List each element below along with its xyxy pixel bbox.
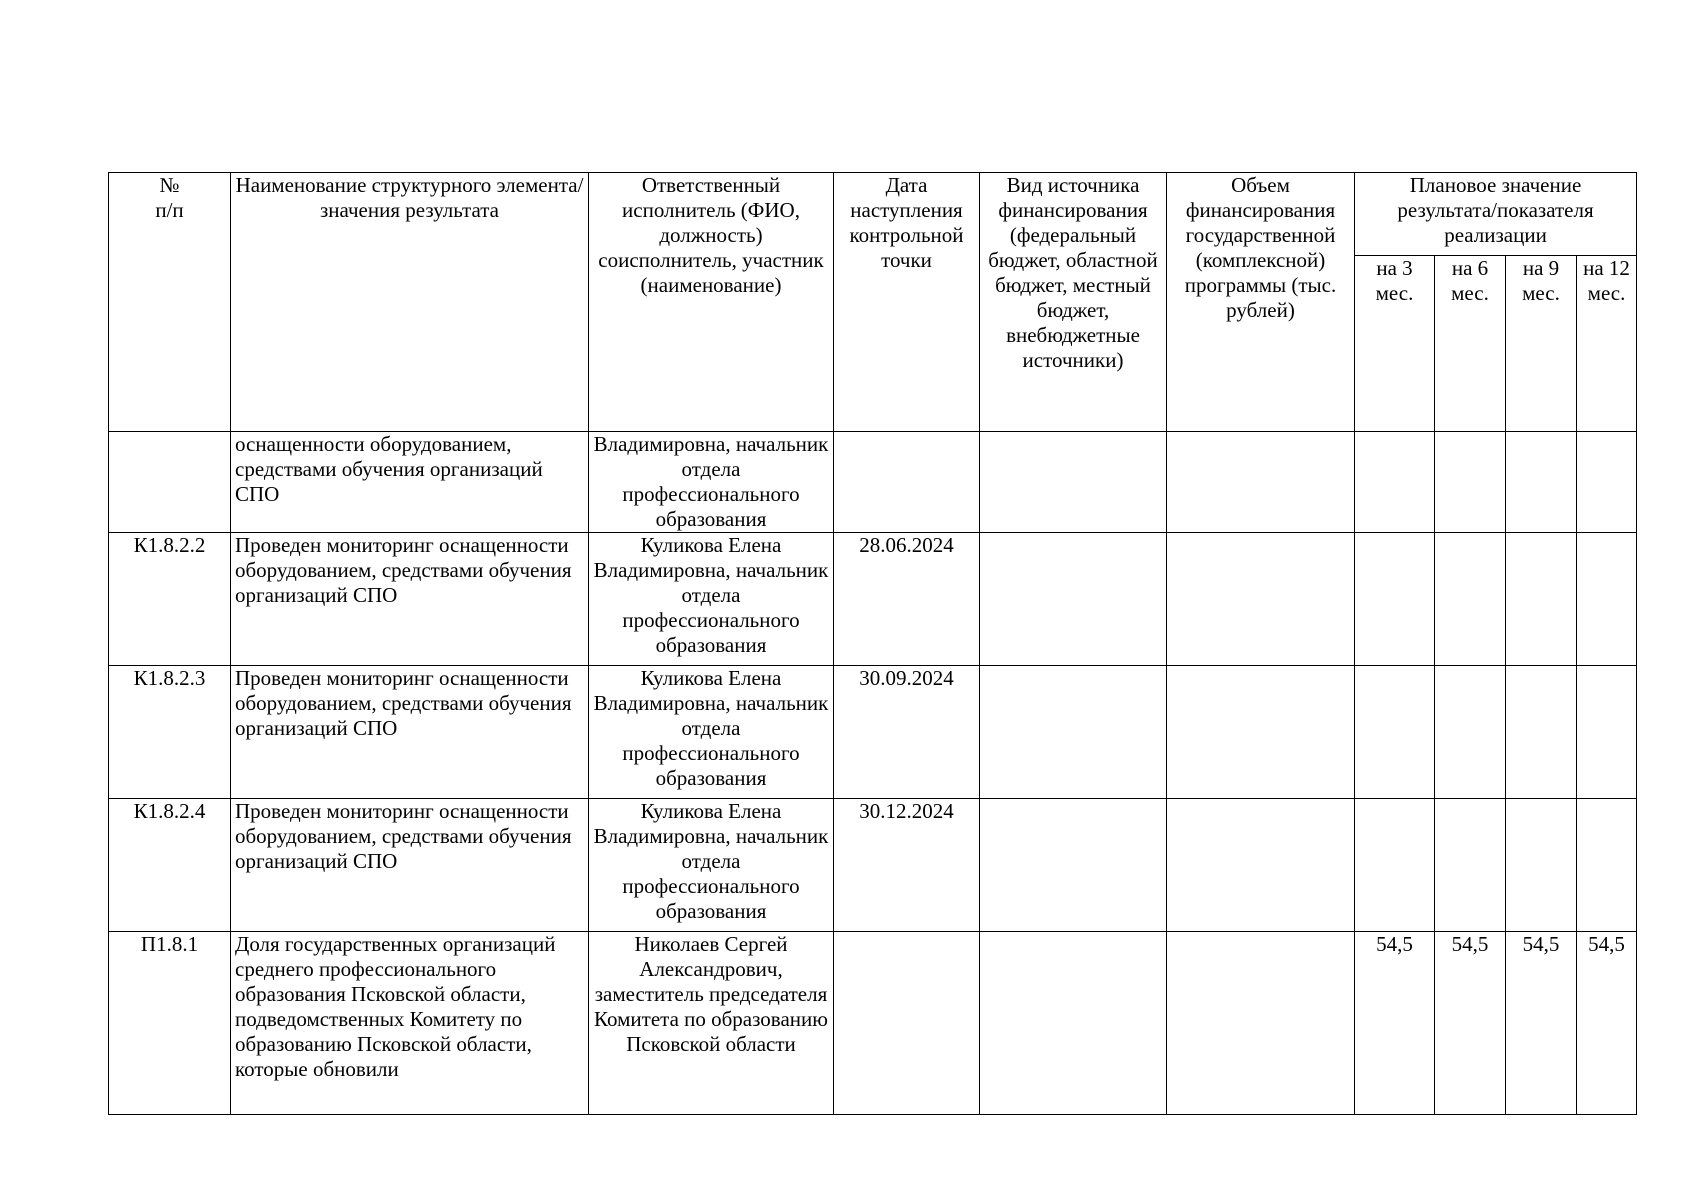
cell-responsible: Куликова Елена Владимировна, начальник отдела профессионального образования xyxy=(589,799,834,932)
cell-name: Проведен мониторинг оснащенности оборудованием, средствами обучения организаций СПО xyxy=(231,666,589,799)
cell-m12: 54,5 xyxy=(1577,932,1637,1115)
cell-m3: 54,5 xyxy=(1355,932,1435,1115)
cell-num: П1.8.1 xyxy=(109,932,231,1115)
cell-m3 xyxy=(1355,799,1435,932)
cell-source xyxy=(980,666,1167,799)
cell-date xyxy=(834,932,980,1115)
table-row xyxy=(109,432,1637,533)
cell-m3 xyxy=(1355,432,1435,533)
cell-m6: 54,5 xyxy=(1435,932,1506,1115)
cell-date: 28.06.2024 xyxy=(834,533,980,666)
cell-volume xyxy=(1167,666,1355,799)
cell-name: Доля государственных организаций среднего профессионального образования Псковской области, подведомственных Комитету по образованию Псковской области, которые обновили xyxy=(231,932,589,1115)
cell-m9 xyxy=(1506,799,1577,932)
cell-volume xyxy=(1167,432,1355,533)
header-m6: на 6 мес. xyxy=(1435,256,1506,432)
table-header-row xyxy=(109,173,1637,256)
cell-volume xyxy=(1167,533,1355,666)
header-m3: на 3 мес. xyxy=(1355,256,1435,432)
cell-responsible: Куликова Елена Владимировна, начальник отдела профессионального образования xyxy=(589,533,834,666)
cell-m3 xyxy=(1355,533,1435,666)
header-responsible: Ответственный исполнитель (ФИО, должность) соисполнитель, участник (наименование) xyxy=(589,173,834,432)
cell-m9 xyxy=(1506,666,1577,799)
cell-m9: 54,5 xyxy=(1506,932,1577,1115)
cell-m3 xyxy=(1355,666,1435,799)
cell-m12 xyxy=(1577,666,1637,799)
cell-m12 xyxy=(1577,533,1637,666)
cell-num: К1.8.2.4 xyxy=(109,799,231,932)
cell-m12 xyxy=(1577,432,1637,533)
cell-volume xyxy=(1167,932,1355,1115)
header-m9: на 9 мес. xyxy=(1506,256,1577,432)
cell-source xyxy=(980,533,1167,666)
cell-m6 xyxy=(1435,432,1506,533)
cell-responsible: Куликова Елена Владимировна, начальник отдела профессионального образования xyxy=(589,666,834,799)
cell-m6 xyxy=(1435,533,1506,666)
header-name: Наименование структурного элемента/ значения результата xyxy=(231,173,589,432)
table-row xyxy=(109,533,1637,666)
cell-source xyxy=(980,432,1167,533)
header-num: № п/п xyxy=(109,173,231,432)
cell-num xyxy=(109,432,231,533)
cell-name: Проведен мониторинг оснащенности оборудованием, средствами обучения организаций СПО xyxy=(231,799,589,932)
cell-m6 xyxy=(1435,799,1506,932)
cell-date xyxy=(834,432,980,533)
cell-m12 xyxy=(1577,799,1637,932)
cell-responsible: Владимировна, начальник отдела профессионального образования xyxy=(589,432,834,533)
header-volume: Объем финансирования государственной (комплексной) программы (тыс. рублей) xyxy=(1167,173,1355,432)
table-row xyxy=(109,666,1637,799)
cell-source xyxy=(980,799,1167,932)
plan-table xyxy=(108,172,1637,1115)
cell-date: 30.09.2024 xyxy=(834,666,980,799)
cell-name: Проведен мониторинг оснащенности оборудованием, средствами обучения организаций СПО xyxy=(231,533,589,666)
table-row xyxy=(109,799,1637,932)
header-plan: Плановое значение результата/показателя реализации xyxy=(1355,173,1637,256)
header-date: Дата наступления контрольной точки xyxy=(834,173,980,432)
cell-m6 xyxy=(1435,666,1506,799)
cell-m9 xyxy=(1506,432,1577,533)
cell-source xyxy=(980,932,1167,1115)
cell-responsible: Николаев Сергей Александрович, заместитель председателя Комитета по образованию Псковской области xyxy=(589,932,834,1115)
cell-name: оснащенности оборудованием, средствами обучения организаций СПО xyxy=(231,432,589,533)
header-m12: на 12 мес. xyxy=(1577,256,1637,432)
table-row xyxy=(109,932,1637,1115)
cell-m9 xyxy=(1506,533,1577,666)
header-source: Вид источника финансирования (федеральный бюджет, областной бюджет, местный бюджет, внебюджетные источники) xyxy=(980,173,1167,432)
cell-date: 30.12.2024 xyxy=(834,799,980,932)
cell-volume xyxy=(1167,799,1355,932)
cell-num: К1.8.2.2 xyxy=(109,533,231,666)
cell-num: К1.8.2.3 xyxy=(109,666,231,799)
